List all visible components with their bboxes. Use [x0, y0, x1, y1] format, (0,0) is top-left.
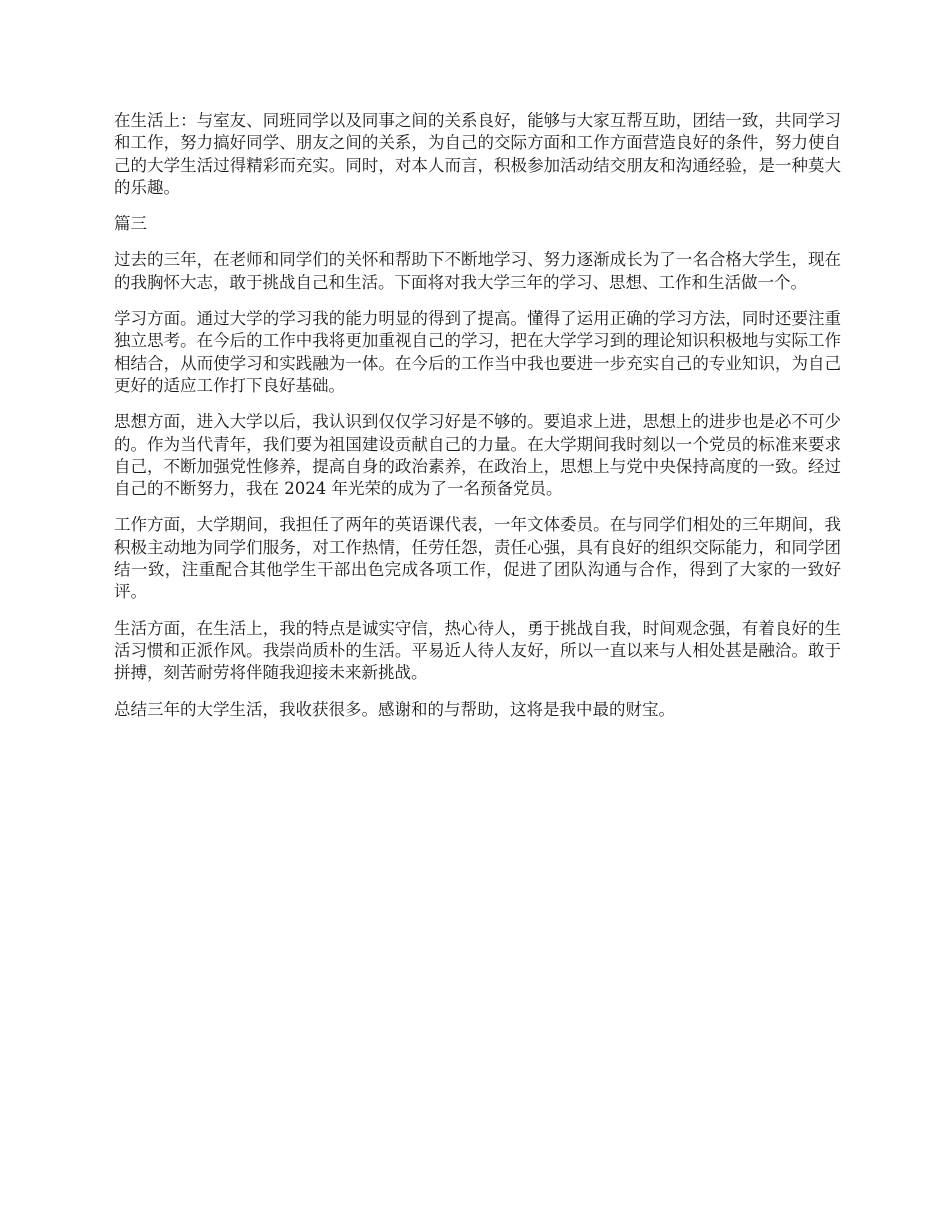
paragraph-life-relations: 在生活上：与室友、同班同学以及同事之间的关系良好，能够与大家互帮互助，团结一致，共同学习和工作，努力搞好同学、朋友之间的关系，为自己的交际方面和工作方面营造良好的条件，努力使自己的大学生活过得精彩而充实。同时，对本人而言，积极参加活动结交朋友和沟通经验，是一种莫大的乐趣。: [114, 111, 841, 197]
paragraph-summary: 总结三年的大学生活，我收获很多。感谢和的与帮助，这将是我中最的财宝。: [114, 699, 675, 719]
paragraph-work: 工作方面，大学期间，我担任了两年的英语课代表，一年文体委员。在与同学们相处的三年期间，我积极主动地为同学们服务，对工作热情，任劳任怨，责任心强，具有良好的组织交际能力，和同学团结一致，注重配合其他学生干部出色完成各项工作，促进了团队沟通与合作，得到了大家的一致好评。: [114, 515, 841, 602]
paragraph-life: 生活方面，在生活上，我的特点是诚实守信，热心待人，勇于挑战自我，时间观念强，有着良好的生活习惯和正派作风。我崇尚质朴的生活。平易近人待人友好，所以一直以来与人相处甚是融洽。敢于拼搏，刻苦耐劳将伴随我迎接未来新挑战。: [114, 618, 841, 683]
section-heading: 篇三: [114, 214, 147, 234]
paragraph-study: 学习方面。通过大学的学习我的能力明显的得到了提高。懂得了运用正确的学习方法，同时还要注重独立思考。在今后的工作中我将更加重视自己的学习，把在大学学习到的理论知识积极地与实际工作相结合，从而使学习和实践融为一体。在今后的工作当中我也要进一步充实自己的专业知识，为自己更好的适应工作打下良好基础。: [114, 309, 841, 395]
paragraph-intro: 过去的三年，在老师和同学们的关怀和帮助下不断地学习、努力逐渐成长为了一名合格大学生，现在的我胸怀大志，敢于挑战自己和生活。下面将对我大学三年的学习、思想、工作和生活做一个。: [114, 250, 841, 292]
document-body: [114, 110, 841, 735]
paragraph-thought: 思想方面，进入大学以后，我认识到仅仅学习好是不够的。要追求上进，思想上的进步也是必不可少的。作为当代青年，我们要为祖国建设贡献自己的力量。在大学期间我时刻以一个党员的标准来要求自己，不断加强党性修养，提高自身的政治素养，在政治上，思想上与党中央保持高度的一致。经过自己的不断努力，我在 2024 年光荣的成为了一名预备党员。: [114, 412, 841, 499]
